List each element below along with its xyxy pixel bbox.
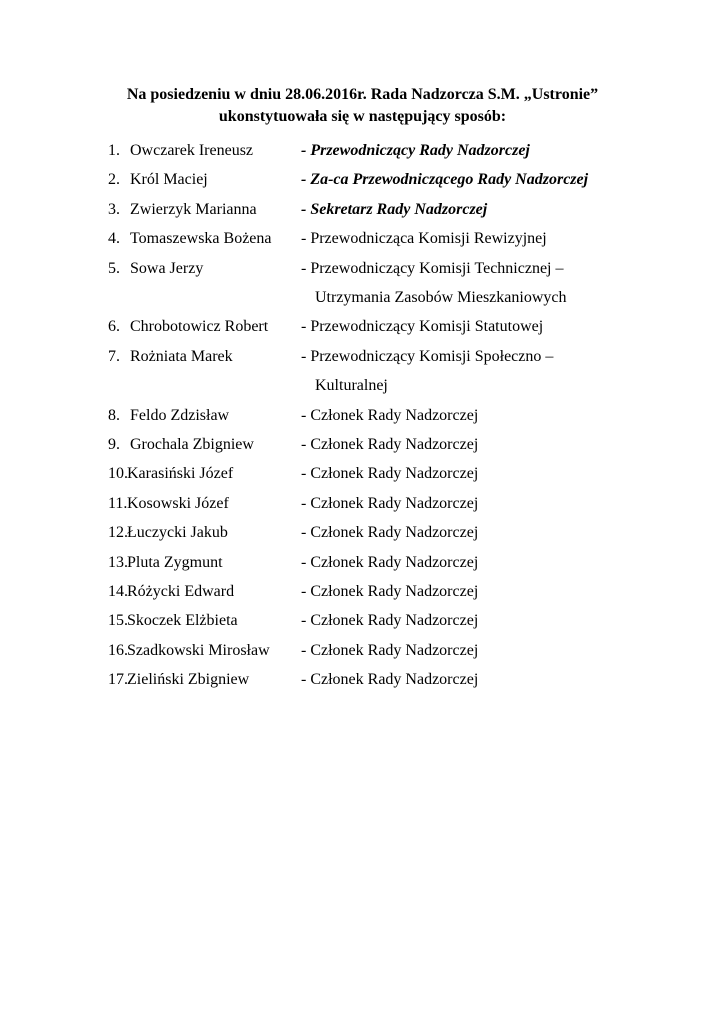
role-text-continuation: Utrzymania Zasobów Mieszkaniowych bbox=[315, 288, 567, 306]
role-text: - Za-ca Przewodniczącego Rady Nadzorczej bbox=[301, 171, 589, 189]
member-name: Szadkowski Mirosław bbox=[127, 641, 270, 659]
role-text: - Przewodniczący Rady Nadzorczej bbox=[301, 142, 530, 159]
member-name: Karasiński Józef bbox=[127, 465, 234, 483]
list-item bbox=[108, 254, 668, 313]
member-role bbox=[301, 577, 478, 606]
item-number: 8. bbox=[108, 406, 120, 424]
list-item bbox=[108, 312, 668, 341]
member-role bbox=[301, 459, 478, 488]
role-text: - Przewodnicząca Komisji Rewizyjnej bbox=[301, 230, 547, 248]
list-item bbox=[108, 136, 668, 165]
member-name: Chrobotowicz Robert bbox=[130, 318, 269, 336]
list-item bbox=[108, 430, 668, 459]
list-item bbox=[108, 489, 668, 518]
item-number: 1. bbox=[108, 142, 120, 159]
item-number: 9. bbox=[108, 435, 120, 453]
list-item bbox=[108, 459, 668, 488]
role-text: - Przewodniczący Komisji Technicznej – bbox=[301, 259, 564, 277]
list-item bbox=[108, 401, 668, 430]
list-item bbox=[108, 577, 668, 606]
item-number: 4. bbox=[108, 230, 120, 248]
member-name: Zwierzyk Marianna bbox=[130, 200, 257, 218]
item-number: 3. bbox=[108, 200, 120, 218]
member-name: Rożniata Marek bbox=[130, 347, 233, 365]
list-item bbox=[108, 518, 668, 547]
member-name: Kosowski Józef bbox=[127, 494, 229, 512]
member-role bbox=[301, 342, 553, 401]
item-number: 7. bbox=[108, 347, 120, 365]
member-role bbox=[301, 430, 478, 459]
member-role bbox=[301, 136, 530, 165]
member-name: Różycki Edward bbox=[127, 582, 235, 600]
member-name: Owczarek Ireneusz bbox=[130, 142, 254, 159]
item-number: 15. bbox=[108, 612, 128, 630]
member-name: Pluta Zygmunt bbox=[127, 553, 223, 571]
list-item bbox=[108, 224, 668, 253]
list-item bbox=[108, 606, 668, 635]
item-number: 13. bbox=[108, 553, 128, 571]
item-number: 5. bbox=[108, 259, 120, 277]
member-role bbox=[301, 165, 588, 194]
role-text: - Członek Rady Nadzorczej bbox=[301, 671, 479, 689]
member-name: Grochala Zbigniew bbox=[130, 435, 254, 453]
list-item bbox=[108, 195, 668, 224]
member-role bbox=[301, 606, 478, 635]
role-text: - Członek Rady Nadzorczej bbox=[301, 612, 479, 630]
member-name: Zieliński Zbigniew bbox=[127, 671, 250, 689]
member-name: Król Maciej bbox=[130, 171, 208, 189]
role-text: - Członek Rady Nadzorczej bbox=[301, 524, 479, 542]
member-role bbox=[301, 401, 478, 430]
role-text: - Członek Rady Nadzorczej bbox=[301, 553, 479, 571]
role-text: - Przewodniczący Komisji Społeczno – bbox=[301, 347, 554, 365]
member-role bbox=[301, 254, 566, 313]
role-text: - Członek Rady Nadzorczej bbox=[301, 641, 479, 659]
item-number: 6. bbox=[108, 318, 120, 336]
list-item bbox=[108, 342, 668, 401]
item-number: 16. bbox=[108, 641, 128, 659]
list-item bbox=[108, 665, 668, 694]
role-text-continuation: Kulturalnej bbox=[315, 377, 388, 395]
item-number: 17. bbox=[108, 671, 128, 689]
member-name: Sowa Jerzy bbox=[130, 259, 204, 277]
role-text: - Członek Rady Nadzorczej bbox=[301, 494, 479, 512]
member-role bbox=[301, 224, 547, 253]
list-item bbox=[108, 636, 668, 665]
member-name: Skoczek Elżbieta bbox=[127, 612, 238, 630]
member-role bbox=[301, 548, 478, 577]
role-text: - Członek Rady Nadzorczej bbox=[301, 582, 479, 600]
member-role bbox=[301, 195, 487, 224]
member-role bbox=[301, 489, 478, 518]
item-number: 12. bbox=[108, 524, 128, 542]
members-list bbox=[108, 136, 668, 694]
member-role bbox=[301, 636, 478, 665]
list-item bbox=[108, 165, 668, 194]
item-number: 2. bbox=[108, 171, 120, 189]
member-name: Łuczycki Jakub bbox=[127, 524, 228, 542]
member-role bbox=[301, 312, 543, 341]
document-heading bbox=[0, 84, 725, 128]
member-role bbox=[301, 518, 478, 547]
item-number: 10. bbox=[108, 465, 128, 483]
role-text: - Przewodniczący Komisji Statutowej bbox=[301, 318, 544, 336]
role-text: - Członek Rady Nadzorczej bbox=[301, 406, 479, 424]
member-name: Feldo Zdzisław bbox=[130, 406, 230, 424]
heading-line-1: Na posiedzeniu w dniu 28.06.2016r. Rada Nadzorcza S.M. „Ustronie” bbox=[126, 86, 599, 103]
role-text: - Członek Rady Nadzorczej bbox=[301, 435, 479, 453]
role-text: - Członek Rady Nadzorczej bbox=[301, 465, 479, 483]
heading-line-2: ukonstytuowała się w następujący sposób: bbox=[218, 108, 507, 125]
item-number: 14. bbox=[108, 582, 128, 600]
role-text: - Sekretarz Rady Nadzorczej bbox=[301, 200, 488, 218]
list-item bbox=[108, 548, 668, 577]
member-role bbox=[301, 665, 478, 694]
item-number: 11. bbox=[108, 494, 128, 512]
member-name: Tomaszewska Bożena bbox=[130, 230, 272, 248]
